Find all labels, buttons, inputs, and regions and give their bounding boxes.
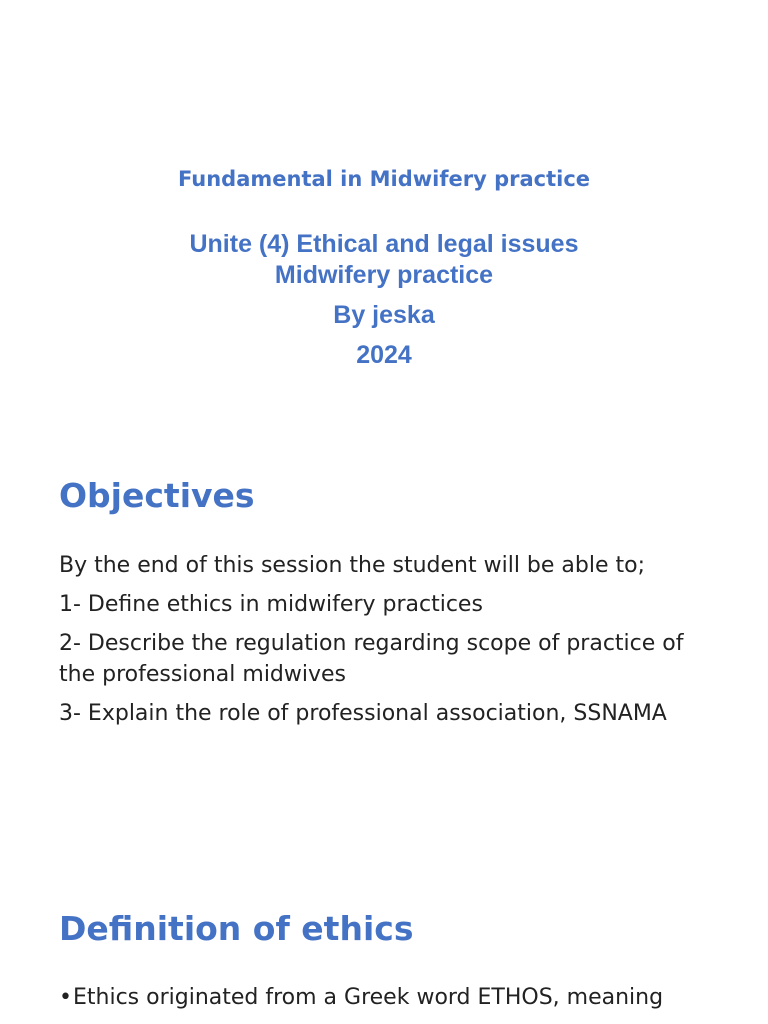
objective-item: 1- Define ethics in midwifery practices <box>59 592 483 617</box>
title-slide <box>0 0 768 432</box>
definition-heading: Definition of ethics <box>59 909 414 948</box>
unit-title-block <box>0 229 768 371</box>
course-title: Fundamental in Midwifery practice <box>177 167 591 191</box>
definition-slide <box>0 864 768 1024</box>
objectives-list <box>59 550 719 737</box>
objective-item: 3- Explain the role of professional association, SSNAMA <box>59 701 667 726</box>
unit-title-line-2: Midwifery practice <box>274 261 494 289</box>
author-line: By jeska <box>333 301 435 329</box>
objective-intro: By the end of this session the student will be able to; <box>59 553 645 578</box>
bullet-icon: • <box>59 985 72 1010</box>
objective-item: 2- Describe the regulation regarding scope of practice of the professional midwives <box>59 631 684 687</box>
objectives-heading: Objectives <box>59 476 255 515</box>
definition-bullet <box>59 982 739 1013</box>
objectives-slide <box>0 432 768 864</box>
unit-title-line-1: Unite (4) Ethical and legal issues <box>189 230 579 258</box>
year-line: 2024 <box>356 341 412 369</box>
definition-bullet-text: Ethics originated from a Greek word ETHOS, meaning <box>73 985 664 1010</box>
